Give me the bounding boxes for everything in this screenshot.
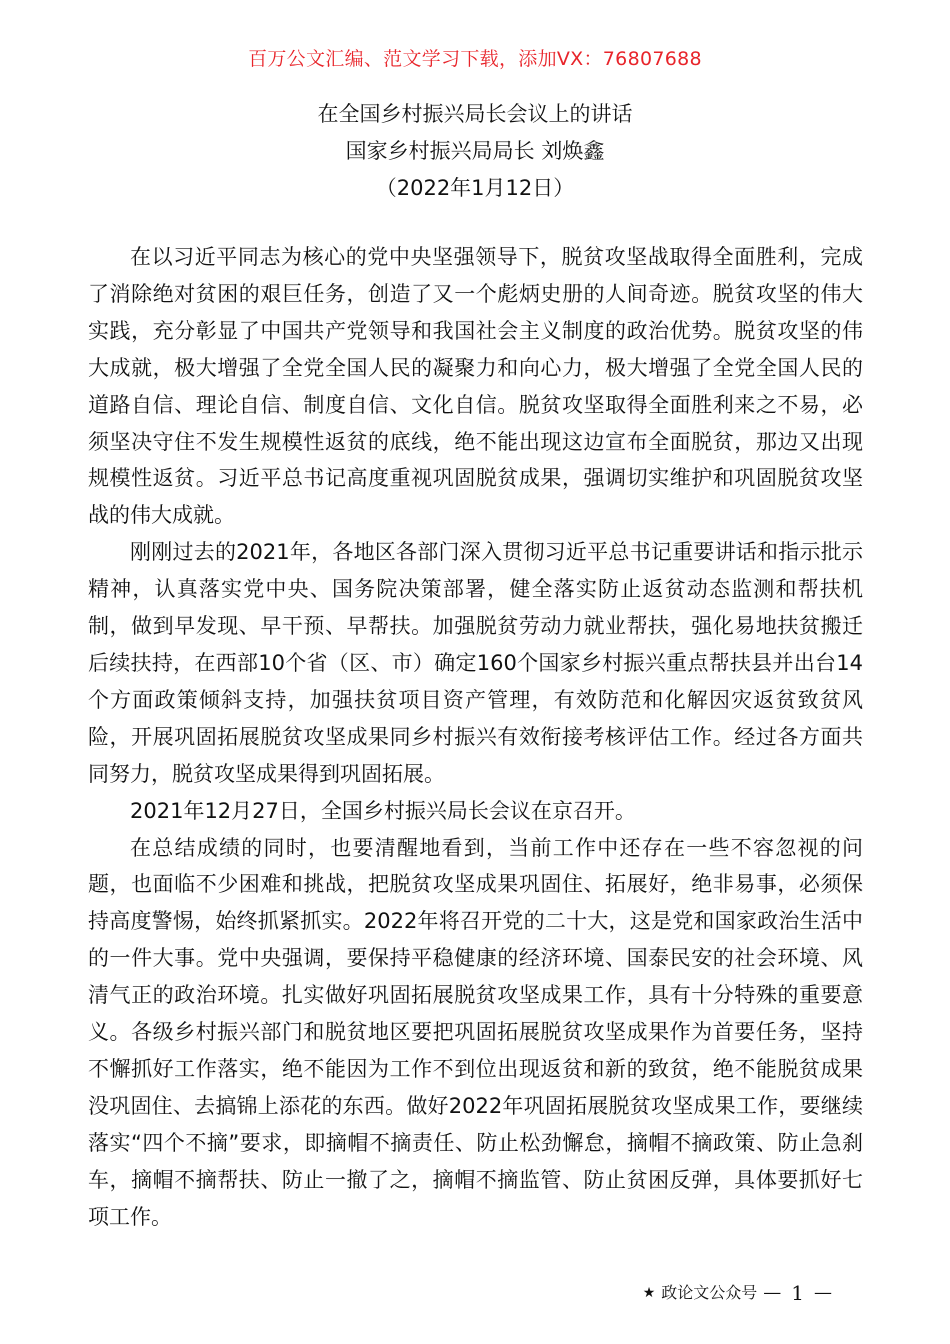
title-block	[0, 96, 950, 207]
page-number: 1	[791, 1281, 804, 1305]
paragraph-4: 在总结成绩的同时，也要清醒地看到，当前工作中还存在一些不容忽视的问题，也面临不少困难和挑战，把脱贫攻坚成果巩固住、拓展好，绝非易事，必须保持高度警惕，始终抓紧抓实。2022年将召开党的二十大，这是党和国家政治生活中的一件大事。党中央强调，要保持平稳健康的经济环境、国泰民安的社会环境、风清气正的政治环境。扎实做好巩固拓展脱贫攻坚成果工作，具有十分特殊的重要意义。各级乡村振兴部门和脱贫地区要把巩固拓展脱贫攻坚成果作为首要任务，坚持不懈抓好工作落实，绝不能因为工作不到位出现返贫和新的致贫，绝不能脱贫成果没巩固住、去搞锦上添花的东西。做好2022年巩固拓展脱贫攻坚成果工作，要继续落实“四个不摘”要求，即摘帽不摘责任、防止松劲懈怠，摘帽不摘政策、防止急刹车，摘帽不摘帮扶、防止一撤了之，摘帽不摘监管、防止贫困反弹，具体要抓好七项工作。	[88, 835, 863, 1229]
page-dash-left: —	[763, 1282, 782, 1303]
document-title: 在全国乡村振兴局长会议上的讲话	[317, 102, 633, 126]
speech-date: （2022年1月12日）	[375, 176, 575, 200]
page-dash-right: —	[814, 1282, 832, 1303]
footer-source: 政论文公众号	[661, 1283, 758, 1302]
page-footer	[643, 1281, 832, 1305]
body-text	[88, 239, 863, 1235]
star-icon: ★	[642, 1285, 656, 1301]
paragraph-3: 2021年12月27日，全国乡村振兴局长会议在京召开。	[130, 798, 636, 823]
speaker-line: 国家乡村振兴局局长 刘焕鑫	[345, 139, 605, 163]
header-note: 百万公文汇编、范文学习下载，添加VX：76807688	[248, 48, 702, 70]
paragraph-1: 在以习近平同志为核心的党中央坚强领导下，脱贫攻坚战取得全面胜利，完成了消除绝对贫困的艰巨任务，创造了又一个彪炳史册的人间奇迹。脱贫攻坚的伟大实践，充分彰显了中国共产党领导和我国社会主义制度的政治优势。脱贫攻坚的伟大成就，极大增强了全党全国人民的凝聚力和向心力，极大增强了全党全国人民的道路自信、理论自信、制度自信、文化自信。脱贫攻坚取得全面胜利来之不易，必须坚决守住不发生规模性返贫的底线，绝不能出现这边宣布全面脱贫，那边又出现规模性返贫。习近平总书记高度重视巩固脱贫成果，强调切实维护和巩固脱贫攻坚战的伟大成就。	[88, 245, 863, 528]
paragraph-2: 刚刚过去的2021年，各地区各部门深入贯彻习近平总书记重要讲话和指示批示精神，认真落实党中央、国务院决策部署，健全落实防止返贫动态监测和帮扶机制，做到早发现、早干预、早帮扶。加强脱贫劳动力就业帮扶，强化易地扶贫搬迁后续扶持，在西部10个省（区、市）确定160个国家乡村振兴重点帮扶县并出台14个方面政策倾斜支持，加强扶贫项目资产管理，有效防范和化解因灾返贫致贫风险，开展巩固拓展脱贫攻坚成果同乡村振兴有效衔接考核评估工作。经过各方面共同努力，脱贫攻坚成果得到巩固拓展。	[88, 540, 863, 786]
